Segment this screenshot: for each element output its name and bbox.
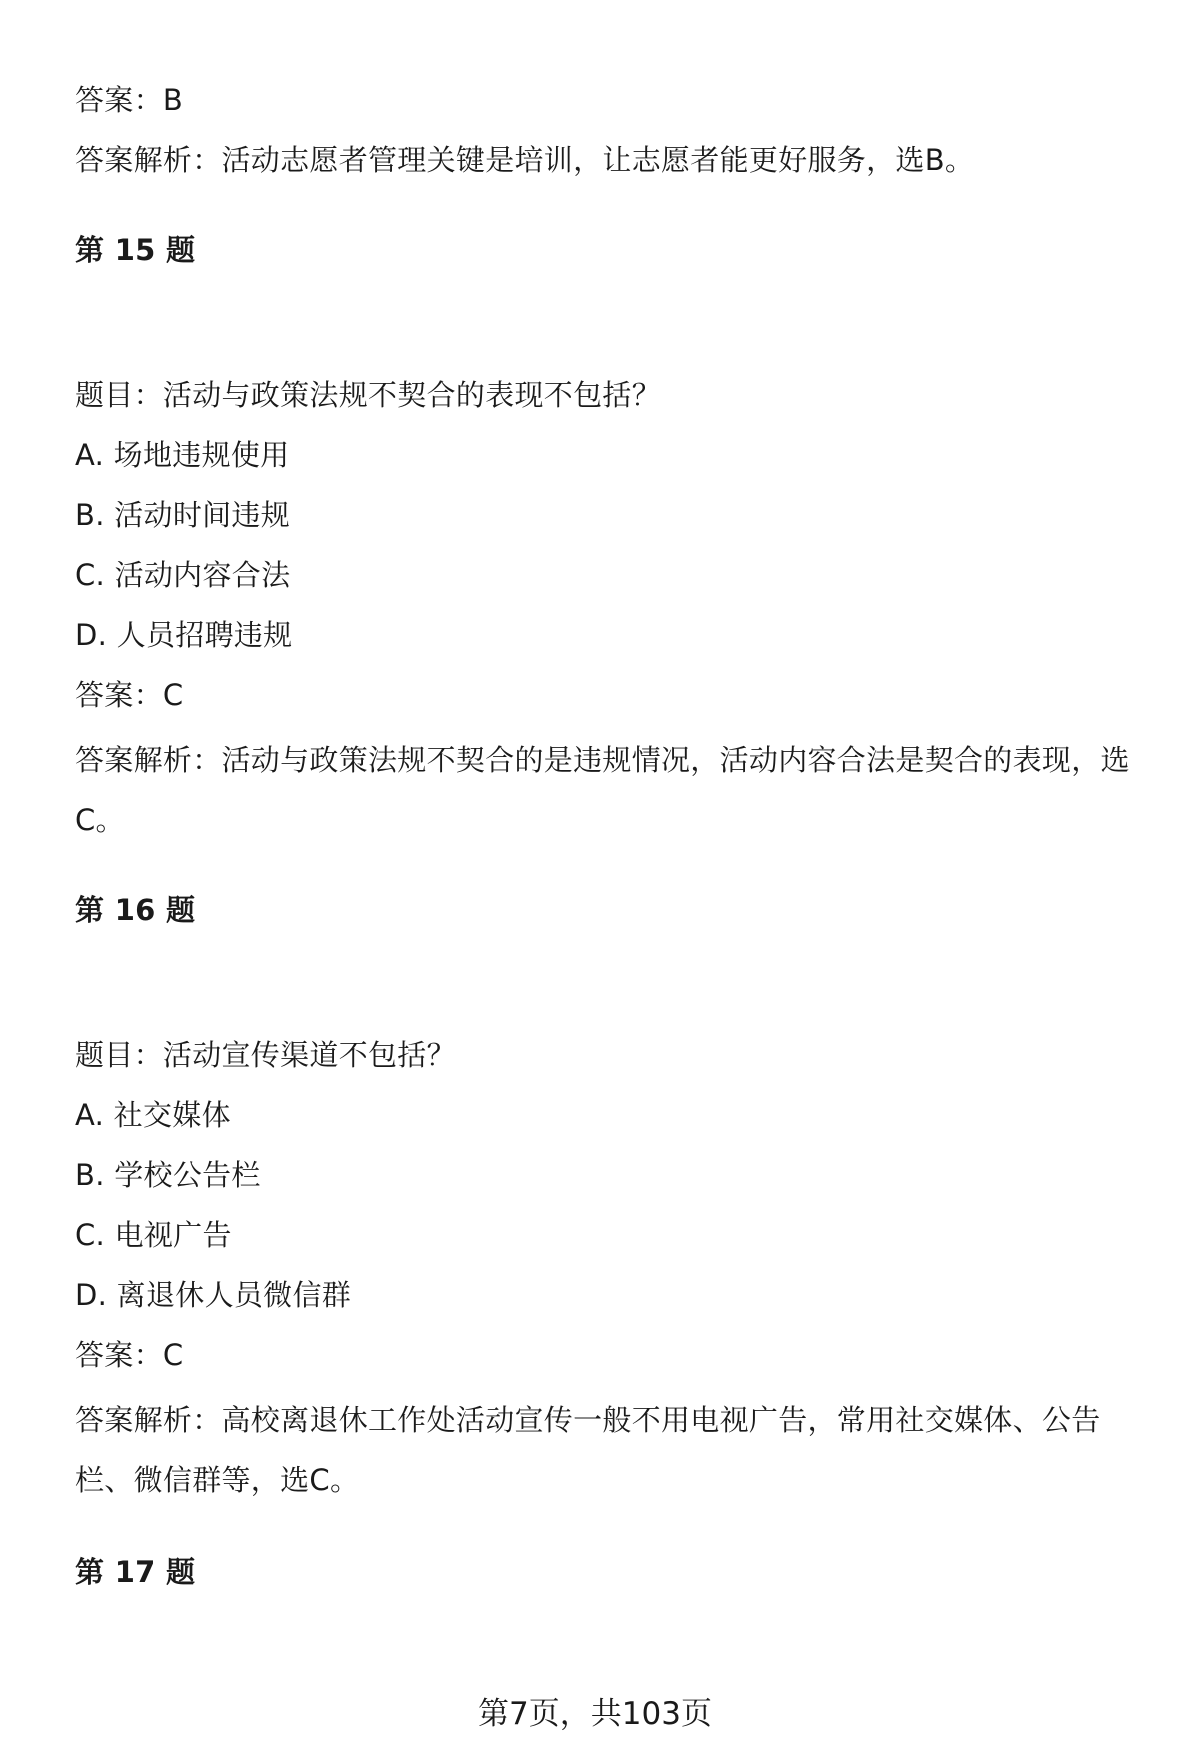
q15-option-c: C. 活动内容合法 — [75, 558, 291, 592]
q16-answer: 答案：C — [75, 1338, 184, 1372]
q15-option-a: A. 场地违规使用 — [75, 438, 290, 472]
q16-analysis-line1: 答案解析：高校离退休工作处活动宣传一般不用电视广告，常用社交媒体、公告 — [75, 1403, 1101, 1437]
q15-answer: 答案：C — [75, 678, 184, 712]
q15-option-d: D. 人员招聘违规 — [75, 618, 293, 652]
q15-question: 题目：活动与政策法规不契合的表现不包括？ — [75, 378, 662, 412]
q14-answer: 答案：B — [75, 83, 184, 117]
q16-heading: 第 16 题 — [75, 893, 196, 927]
q15-analysis-line1: 答案解析：活动与政策法规不契合的是违规情况，活动内容合法是契合的表现，选 — [75, 743, 1130, 777]
q16-option-a: A. 社交媒体 — [75, 1098, 231, 1132]
q15-option-b: B. 活动时间违规 — [75, 498, 291, 532]
q14-analysis: 答案解析：活动志愿者管理关键是培训，让志愿者能更好服务，选B。 — [75, 143, 975, 177]
page-number-footer: 第7页，共103页 — [478, 1696, 712, 1732]
q16-option-c: C. 电视广告 — [75, 1218, 232, 1252]
q16-analysis-line2: 栏、微信群等，选C。 — [75, 1463, 360, 1497]
q16-option-d: D. 离退休人员微信群 — [75, 1278, 352, 1312]
q16-option-b: B. 学校公告栏 — [75, 1158, 261, 1192]
q15-heading: 第 15 题 — [75, 233, 196, 267]
q15-analysis-line2: C。 — [75, 803, 125, 837]
q17-heading: 第 17 题 — [75, 1555, 196, 1589]
q16-question: 题目：活动宣传渠道不包括？ — [75, 1038, 456, 1072]
